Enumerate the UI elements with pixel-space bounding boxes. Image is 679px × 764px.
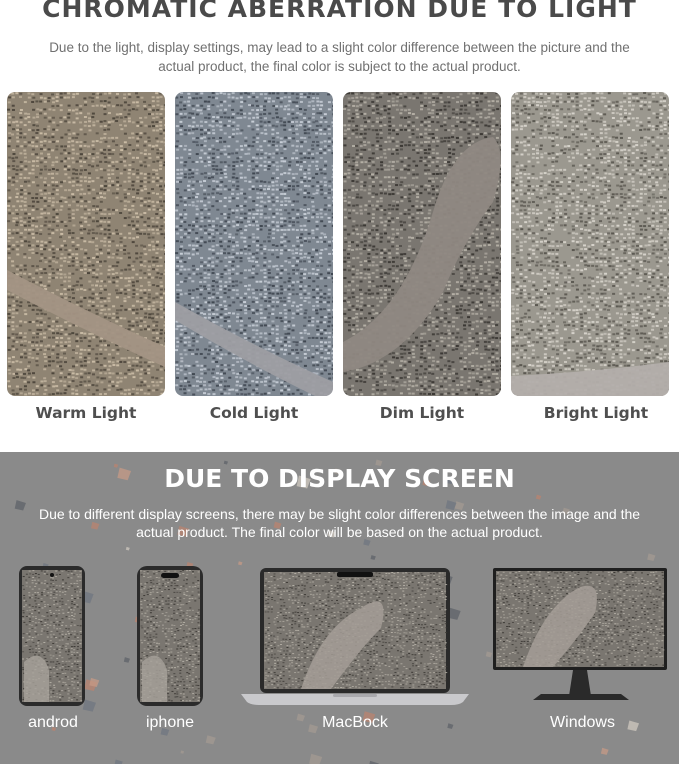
fabric-texture xyxy=(7,92,165,396)
fabric-texture xyxy=(175,92,333,396)
display-section-title: DUE TO DISPLAY SCREEN xyxy=(164,464,515,493)
macbook-label: MacBock xyxy=(322,714,388,731)
warm-light-label: Warm Light xyxy=(35,404,137,422)
dim-light-label: Dim Light xyxy=(379,404,465,422)
cold-light-label: Cold Light xyxy=(209,404,299,422)
warm-light-swatch xyxy=(7,92,165,396)
cold-light-swatch xyxy=(175,92,333,396)
iphone-label: iphone xyxy=(145,714,195,731)
dim-light-swatch xyxy=(343,92,501,396)
fabric-texture xyxy=(511,92,669,396)
android-label: androd xyxy=(28,714,78,731)
iphone-icon xyxy=(137,566,205,712)
display-section-subtitle: Due to different display screens, there may be slight color differences between the image and the actual product. The final color will be based on the actual product. xyxy=(38,506,641,540)
fabric-texture xyxy=(343,92,501,396)
windows-label: Windows xyxy=(550,714,615,731)
bright-light-swatch xyxy=(511,92,669,396)
android-phone-icon xyxy=(19,566,87,712)
laptop-icon xyxy=(241,568,469,712)
monitor-icon xyxy=(493,568,669,714)
display-section xyxy=(0,452,679,764)
light-section-subtitle: Due to the light, display settings, may lead to a slight color difference between the picture and the actual product, the final color is subject to the actual product. xyxy=(49,40,630,74)
bright-light-label: Bright Light xyxy=(543,404,649,422)
light-section-title: CHROMATIC ABERRATION DUE TO LIGHT xyxy=(42,0,637,23)
